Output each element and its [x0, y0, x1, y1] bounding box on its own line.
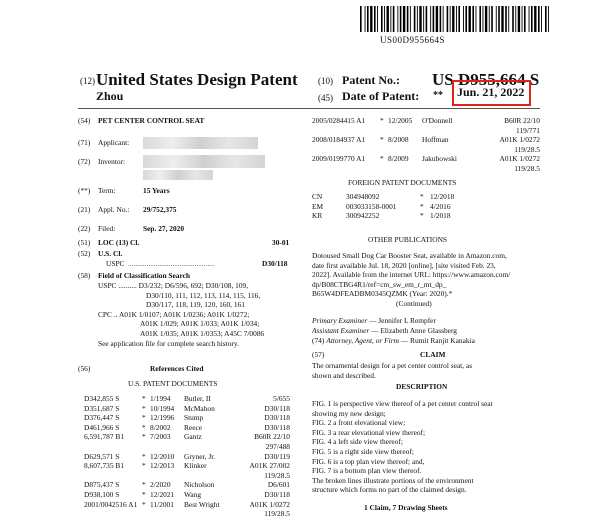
barcode-bar: [423, 6, 424, 32]
barcode-bar: [430, 6, 431, 32]
primary-examiner-name: — Jennifer L Rempfer: [367, 316, 436, 325]
barcode-bar: [496, 6, 497, 32]
ref-date: 12/2005: [388, 116, 413, 125]
code-57: (57): [312, 350, 325, 359]
ref-number: D461,966 S: [84, 422, 120, 432]
barcode-bar: [374, 6, 376, 32]
barcode-bar: [501, 6, 503, 32]
ref-star: *: [380, 135, 384, 145]
appl-no-label: Appl. No.:: [98, 205, 130, 214]
barcode-bar: [447, 6, 449, 32]
ref-inventor: O'Donnell: [422, 116, 453, 125]
ref-number: D342,855 S: [84, 394, 120, 403]
ref-inventor: Wang: [184, 489, 202, 499]
loc-value: 30-01: [272, 238, 290, 247]
barcode-bar: [390, 6, 391, 32]
ref-class: B60R 22/10: [254, 432, 290, 442]
code-term: (**): [78, 186, 91, 195]
barcode-bar: [407, 6, 409, 32]
barcode-bar: [476, 6, 477, 32]
code-45: (45): [318, 93, 333, 103]
barcode-bar: [472, 6, 474, 32]
ref-class: A01K 1/0272: [249, 499, 290, 509]
ref-class: B60R 22/10: [504, 116, 540, 125]
barcode-bar: [522, 6, 523, 32]
ref-star: *: [142, 451, 146, 461]
barcode-bar: [456, 6, 457, 32]
foreign-references-table: [312, 192, 512, 221]
primary-examiner-label: Primary Examiner: [312, 316, 368, 325]
reference-row: [84, 471, 290, 481]
ref-class: 119/28.5: [264, 470, 290, 480]
barcode-bar: [360, 6, 362, 32]
filed-value: Sep. 27, 2020: [143, 224, 185, 233]
inventor-address-redacted: [143, 170, 213, 180]
ref-class: A01K 1/0272: [499, 154, 540, 164]
applicant-label: Applicant:: [98, 138, 130, 147]
patent-title: United States Design Patent: [96, 70, 298, 89]
ref-inventor: Stump: [184, 413, 204, 423]
reference-row: [312, 145, 540, 155]
ref-inventor: Jakubowski: [422, 154, 457, 164]
ref-date: 8/2009: [388, 154, 409, 164]
barcode-bar: [512, 6, 514, 32]
reference-row: [84, 509, 290, 519]
description-line: FIG. 2 a front elevational view;: [312, 418, 406, 428]
barcode-bar: [529, 6, 530, 32]
code-22: (22): [78, 224, 91, 233]
barcode-bar: [387, 6, 389, 32]
ref-inventor: Gantz: [184, 432, 202, 442]
barcode-bar: [400, 6, 402, 32]
ref-star: *: [142, 413, 146, 423]
ref-number: 2008/0184937 A1: [312, 135, 366, 145]
other-publication-line: date first available Jul. 18, 2020 [online], [site visited Feb. 23,: [312, 260, 496, 270]
barcode-bar: [450, 6, 451, 32]
foreign-star: *: [420, 192, 424, 201]
code-10: (10): [318, 76, 333, 86]
barcode-bar: [419, 6, 421, 32]
uspc-leader: ...............................................: [128, 259, 215, 268]
ref-class: 119/28.5: [264, 509, 290, 519]
barcode-bar: [377, 6, 378, 32]
ref-inventor: Nicholson: [184, 480, 215, 490]
ref-class: D30/118: [264, 422, 290, 432]
attorney-label: Attorney, Agent, or Firm: [326, 336, 399, 345]
reference-row: [84, 461, 290, 471]
ref-class: 5/655: [273, 394, 290, 403]
barcode-bar: [414, 6, 416, 32]
ref-date: 7/2003: [150, 432, 171, 442]
claims-drawings-footer: 1 Claim, 7 Drawing Sheets: [364, 503, 448, 512]
ref-date: 12/2010: [150, 451, 175, 461]
ref-number: D376,447 S: [84, 413, 120, 423]
ref-date: 10/1994: [150, 403, 175, 413]
barcode-bar: [498, 6, 500, 32]
ref-star: *: [142, 499, 146, 509]
foreign-star: *: [420, 201, 424, 211]
barcode-bar: [465, 6, 467, 32]
foreign-number: 003033158-0001: [346, 201, 397, 211]
barcode: [360, 6, 550, 32]
ref-class: A01K 27/002: [249, 461, 290, 471]
description-line: FIG. 5 is a right side view thereof;: [312, 446, 414, 456]
ref-date: 8/2008: [388, 135, 409, 145]
ref-inventor: McMahon: [184, 403, 215, 413]
field-search-line: CPC .. A01K 1/0107; A01K 1/0236; A01K 1/0272;: [98, 309, 250, 319]
patent-number: US D955,664 S: [432, 70, 540, 89]
design-title: PET CENTER CONTROL SEAT: [98, 116, 205, 125]
ref-class: D30/119: [264, 451, 290, 461]
ref-number: 2001/0042516 A1: [84, 499, 138, 509]
us-patent-docs-heading: U.S. PATENT DOCUMENTS: [128, 379, 218, 388]
ref-number: 6,591,787 B1: [84, 432, 125, 442]
code-72: (72): [78, 157, 91, 166]
inventor-label: Inventor:: [98, 157, 126, 166]
claim-heading: CLAIM: [420, 350, 446, 359]
reference-row: [84, 490, 290, 500]
foreign-heading: FOREIGN PATENT DOCUMENTS: [348, 178, 457, 187]
patent-date: Jun. 21, 2022: [457, 85, 525, 99]
ref-inventor: Klinker: [184, 461, 207, 471]
field-search-lines: [98, 281, 264, 348]
barcode-bar: [505, 6, 507, 32]
reference-row: [312, 211, 512, 221]
filed-label: Filed:: [98, 224, 116, 233]
ref-date: 11/2001: [150, 499, 174, 509]
foreign-star: *: [420, 211, 424, 221]
attorney-line: [312, 336, 475, 346]
field-search-line: D30/117, 118, 119, 120, 160, 161: [146, 300, 245, 310]
patent-no-label: Patent No.:: [342, 73, 400, 87]
assistant-examiner-label: Assistant Examiner: [312, 326, 370, 335]
other-publications-text: [312, 251, 510, 299]
barcode-bar: [452, 6, 454, 32]
ref-class: D6/601: [267, 480, 290, 490]
reference-row: [312, 154, 540, 164]
code-74: (74): [312, 336, 325, 345]
barcode-bar: [491, 6, 493, 32]
description-line: structure which forms no part of the claimed design.: [312, 485, 467, 495]
ref-star: *: [142, 432, 146, 442]
barcode-bar: [458, 6, 460, 32]
ref-star: *: [142, 480, 146, 490]
reference-row: [84, 404, 290, 414]
barcode-bar: [469, 6, 471, 32]
description-line: FIG. 6 is a top plan view thereof; and,: [312, 456, 425, 466]
ref-inventor: Hoffman: [422, 135, 449, 145]
barcode-bar: [538, 6, 540, 32]
appl-no-value: 29/752,375: [143, 205, 177, 214]
barcode-bar: [545, 6, 547, 32]
ref-number: 2005/0284415 A1: [312, 116, 366, 125]
description-text: [312, 399, 493, 495]
description-line: FIG. 1 is perspective view thereof of a pet center control seat: [312, 399, 493, 408]
field-search-label: Field of Classification Search: [98, 271, 191, 280]
ref-date: 12/2013: [150, 461, 175, 471]
description-heading: DESCRIPTION: [396, 382, 448, 391]
ref-inventor: Gryner, Jr.: [184, 451, 216, 461]
code-51: (51): [78, 238, 91, 247]
assistant-examiner: [312, 326, 457, 336]
barcode-number: US00D955664S: [380, 35, 446, 45]
reference-row: [84, 500, 290, 510]
code-12: (12): [80, 76, 95, 86]
field-search-line: See application file for complete search history.: [98, 338, 239, 348]
ref-star: *: [142, 461, 146, 471]
ref-number: D629,571 S: [84, 451, 120, 461]
barcode-bar: [541, 6, 542, 32]
barcode-bar: [483, 6, 484, 32]
code-54: (54): [78, 116, 91, 125]
barcode-bar: [433, 6, 435, 32]
barcode-bar: [479, 6, 481, 32]
us-cl-label: U.S. Cl.: [98, 249, 123, 258]
date-marker: **: [433, 90, 443, 101]
ref-number: D875,437 S: [84, 480, 120, 490]
date-highlight-box: [452, 80, 531, 106]
ref-class: D30/118: [264, 489, 290, 499]
reference-row: [312, 116, 540, 126]
ref-inventor: Best Wright: [184, 499, 220, 509]
reference-row: [84, 394, 290, 404]
barcode-bar: [397, 6, 398, 32]
ref-class: 297/488: [265, 441, 290, 451]
description-line: FIG. 3 a rear elevational view thereof;: [312, 427, 426, 437]
barcode-bar: [443, 6, 444, 32]
barcode-bar: [518, 6, 520, 32]
term-label: Term:: [98, 186, 116, 195]
foreign-number: 304948092: [346, 192, 380, 201]
ref-star: *: [142, 422, 146, 432]
reference-row: [84, 480, 290, 490]
barcode-bar: [524, 6, 526, 32]
foreign-date: 12/2018: [430, 192, 455, 201]
description-line: showing my new design;: [312, 408, 386, 418]
ref-class: D30/118: [264, 403, 290, 413]
code-21: (21): [78, 205, 91, 214]
claim-text: [312, 361, 472, 380]
ref-class: 119/28.5: [514, 163, 540, 173]
description-line: The broken lines illustrate portions of the environment: [312, 475, 474, 485]
reference-row: [312, 126, 540, 136]
reference-row: [84, 452, 290, 462]
foreign-date: 4/2016: [430, 201, 451, 211]
reference-row: [312, 192, 512, 202]
other-publications-heading: OTHER PUBLICATIONS: [368, 235, 448, 244]
us-references-continued-table: [312, 116, 540, 174]
barcode-bar: [367, 6, 369, 32]
barcode-bar: [489, 6, 490, 32]
reference-row: [84, 423, 290, 433]
description-line: FIG. 7 is a bottom plan view thereof.: [312, 466, 422, 476]
description-line: FIG. 4 a left side view thereof;: [312, 437, 403, 447]
uspc-label: USPC: [106, 259, 125, 268]
field-search-line: D30/110, 111, 112, 113, 114, 115, 116,: [146, 290, 261, 300]
barcode-bar: [534, 6, 536, 32]
barcode-bar: [515, 6, 516, 32]
barcode-bar: [485, 6, 487, 32]
foreign-country: EM: [312, 201, 324, 211]
barcode-bar: [531, 6, 533, 32]
ref-date: 12/2021: [150, 489, 175, 499]
other-publication-line: dp/B08CTBG4R1/ref=cm_sw_em_r_mt_dp_: [312, 279, 447, 289]
barcode-bar: [508, 6, 509, 32]
other-publication-line: B65W4DFEADBM0345QZMK (Year: 2020).*: [312, 289, 453, 299]
ref-star: *: [142, 394, 146, 403]
barcode-bar: [548, 6, 549, 32]
barcode-bar: [436, 6, 438, 32]
ref-number: 2009/0199770 A1: [312, 154, 366, 164]
us-cl-value: D30/118: [262, 259, 288, 268]
ref-star: *: [380, 116, 384, 125]
barcode-bar: [426, 6, 428, 32]
other-publication-line: Dotoused Small Dog Car Booster Seat, available in Amazon.com,: [312, 251, 507, 260]
ref-number: D938,100 S: [84, 489, 120, 499]
reference-row: [84, 442, 290, 452]
ref-date: 1/1994: [150, 394, 171, 403]
barcode-bar: [417, 6, 418, 32]
ref-star: *: [142, 489, 146, 499]
ref-class: 119/771: [516, 125, 540, 135]
foreign-date: 1/2018: [430, 211, 451, 221]
header-rule: [78, 108, 540, 109]
us-references-table: [84, 394, 290, 519]
ref-date: 2/2020: [150, 480, 171, 490]
barcode-bar: [463, 6, 464, 32]
reference-row: [312, 135, 540, 145]
ref-class: A01K 1/0272: [499, 135, 540, 145]
date-label: Date of Patent:: [342, 89, 420, 103]
ref-inventor: Reece: [184, 422, 203, 432]
references-cited-heading: References Cited: [150, 364, 204, 373]
attorney-name: — Rumit Ranjit Kanakia: [398, 336, 475, 345]
applicant-redacted: [143, 137, 258, 149]
barcode-bar: [410, 6, 411, 32]
ref-inventor: Butler, II: [184, 394, 211, 403]
ref-class: 119/28.5: [514, 144, 540, 154]
claim-line: The ornamental design for a pet center control seat, as: [312, 361, 473, 370]
field-search-line: USPC .......... D3/232; D6/596, 692; D30/108, 109,: [98, 281, 249, 290]
barcode-bar: [403, 6, 405, 32]
code-58: (58): [78, 271, 91, 280]
reference-row: [312, 202, 512, 212]
foreign-country: CN: [312, 192, 323, 201]
barcode-bar: [370, 6, 372, 32]
barcode-bar: [381, 6, 383, 32]
barcode-bar: [384, 6, 385, 32]
ref-star: *: [142, 403, 146, 413]
inventor-surname: Zhou: [96, 89, 124, 103]
loc-label: LOC (13) Cl.: [98, 238, 140, 247]
ref-date: 12/1996: [150, 413, 175, 423]
barcode-bar: [440, 6, 442, 32]
reference-row: [312, 164, 540, 174]
barcode-bar: [393, 6, 395, 32]
other-publication-line: 2022]. Available from the internet URL: https://www.amazon.com/: [312, 270, 511, 280]
code-52: (52): [78, 249, 91, 258]
primary-examiner: [312, 316, 436, 326]
reference-row: [84, 432, 290, 442]
foreign-country: KR: [312, 211, 323, 221]
reference-row: [84, 413, 290, 423]
inventor-redacted: [143, 155, 265, 168]
code-56: (56): [78, 364, 91, 373]
code-71: (71): [78, 138, 91, 147]
field-search-line: A01K 1/029; A01K 1/033; A01K 1/034;: [140, 319, 260, 329]
continued-note: (Continued): [396, 299, 432, 308]
ref-star: *: [380, 154, 384, 164]
field-search-line: A01K 1/035; A01K 1/0353; A45C 7/0086: [140, 328, 265, 338]
assistant-examiner-name: — Elizabeth Anne Glassberg: [369, 326, 457, 335]
ref-number: 8,607,735 B1: [84, 461, 125, 471]
foreign-number: 300942252: [346, 211, 380, 221]
ref-date: 8/2002: [150, 422, 171, 432]
ref-class: D30/118: [264, 413, 290, 423]
ref-number: D351,687 S: [84, 403, 120, 413]
barcode-bar: [365, 6, 366, 32]
term-value: 15 Years: [143, 186, 170, 195]
claim-line: shown and described.: [312, 370, 376, 380]
